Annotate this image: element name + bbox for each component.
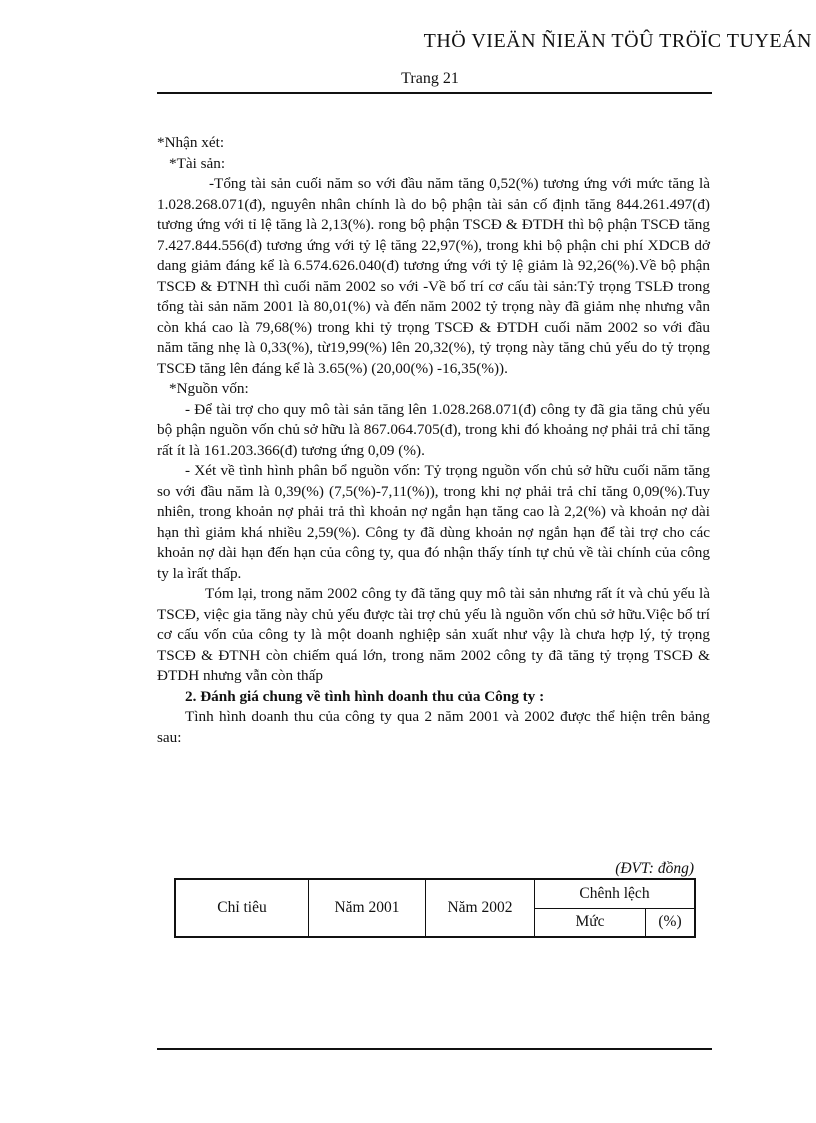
header-rule [157, 92, 712, 94]
capital-heading: *Nguồn vốn: [169, 380, 249, 397]
header-cell-pct: (%) [646, 908, 696, 937]
header-cell-2002: Năm 2002 [426, 879, 535, 937]
header-cell-2001: Năm 2001 [309, 879, 426, 937]
revenue-table [174, 878, 696, 938]
header-cell-muc: Mức [535, 908, 646, 937]
revenue-intro: Tình hình doanh thu của công ty qua 2 năm 2001 và 2002 được thể hiện trên bảng sau: [157, 708, 710, 746]
footer-rule [157, 1048, 712, 1050]
header-cell-chenhlech: Chênh lệch [535, 879, 696, 908]
page-number: Trang 21 [401, 70, 459, 87]
table-unit-note: (ĐVT: đồng) [615, 860, 694, 877]
header-title: THÖ VIEÄN ÑIEÄN TÖÛ TRÖÏC TUYEÁN [423, 30, 812, 52]
body-text [157, 133, 710, 748]
capital-paragraph-2: - Xét về tình hình phân bổ nguồn vốn: Tỷ trọng nguồn vốn chủ sở hữu cuối năm tăng so với đầu năm là 0,39(%) (7,5(%)-7,11(%)), trong khi nợ phải trả chỉ tăng 0,09(%).Tuy nhiên, trong khoản nợ phải trả thì khoản nợ ngắn hạn tăng cao là 2,2(%) và khoản nợ dài hạn thì giảm khá nhiều 2,59(%). Công ty đã dùng khoản nợ ngắn hạn để tài trợ cho các khoản nợ dài hạn đến hạn của công ty, qua đó nhận thấy tính tự chủ về tài chính của công ty la ìrất thấp. [157, 462, 710, 582]
capital-paragraph-1: - Để tài trợ cho quy mô tài sản tăng lên 1.028.268.071(đ) công ty đã gia tăng chủ yếu bộ phận nguồn vốn chủ sở hữu là 867.064.705(đ), trong khi đó khoảng nợ phải trả chỉ tăng rất ít là 161.203.366(đ) tương ứng 0,09 (%). [157, 400, 710, 459]
summary-paragraph: Tóm lại, trong năm 2002 công ty đã tăng quy mô tài sản nhưng rất ít và chủ yếu là TSCĐ, việc gia tăng này chủ yếu được tài trợ chủ yếu là nguồn vốn chủ sở hữu.Việc bố trí cơ cấu vốn của công ty là một doanh nghiệp sản xuất như vậy là chưa hợp lý, tỷ trọng TSCĐ & ĐTNH còn chiếm quá lớn, trong năm 2002 công ty đã tăng tỷ trọng TSCĐ & ĐTDH nhưng vẫn còn thấp [157, 585, 710, 684]
header-cell-chitieu: Chỉ tiêu [175, 879, 309, 937]
assets-heading: *Tài sản: [169, 154, 226, 172]
assets-paragraph: -Tổng tài sản cuối năm so với đầu năm tăng 0,52(%) tương ứng với mức tăng là 1.028.268.071(đ), nguyên nhân chính là do bộ phận tài sản cố định tăng 844.261.497(đ) tương ứng với tỉ lệ tăng là 2,13(%). rong bộ phận TSCĐ & ĐTDH thì bộ phận TSCĐ tăng 7.427.844.556(đ) tương ứng với tỷ lệ tăng 22,97(%), trong khi bộ phận chi phí XDCB dở dang giảm đáng kể là 6.574.626.040(đ) tương ứng với tỷ lệ giảm là 92,26(%).Về bộ phận TSCĐ & ĐTNH thì cuối năm 2002 so với -Về bố trí cơ cấu tài sản:Tỷ trọng TSLĐ trong tổng tài sản năm 2001 là 80,01(%) và đến năm 2002 tỷ trọng này đã giảm nhẹ nhưng vẫn còn khá cao là 79,68(%) trong khi tỷ trọng TSCĐ & ĐTDH cuối năm 2002 so với đầu năm tăng nhẹ là 0,33(%), từ19,99(%) lên 20,32(%), tỷ trọng này tăng chủ yếu do tỷ trọng TSCĐ tăng lên đáng kể là 3.65(%) (20,00(%) -16,35(%)). [157, 175, 710, 377]
remark-heading: *Nhận xét: [157, 134, 225, 151]
section-heading: 2. Đánh giá chung về tình hình doanh thu của Công ty : [185, 687, 545, 705]
